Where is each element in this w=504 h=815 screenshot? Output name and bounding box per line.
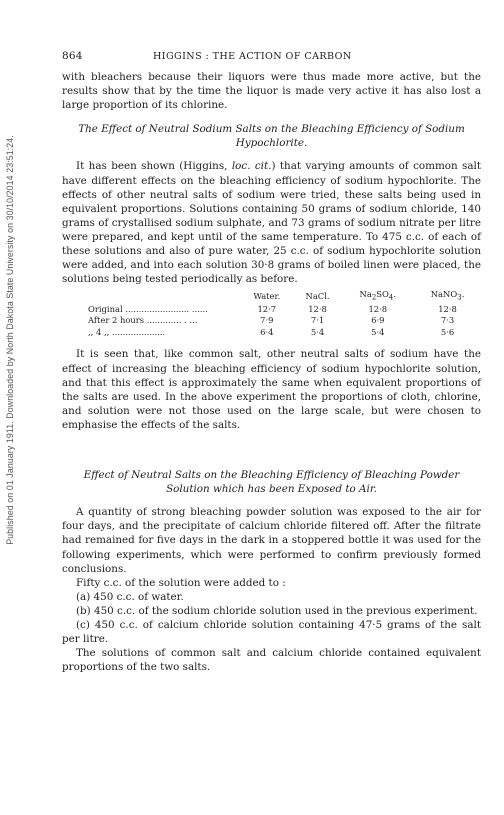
table-header-label bbox=[62, 289, 240, 304]
paragraph-exposed-solution: A quantity of strong bleaching powder solution was exposed to the air for four days, and the precipitate of calcium chloride filtered off. After the filtrate had remained for five days in the dark in a stoppered bottle it was used for the following experiments, which were performed to confirm previously formed conclusions. bbox=[62, 506, 481, 575]
table-cell: 5·4 bbox=[371, 326, 385, 337]
paragraph-equivalent-proportions: The solutions of common salt and calcium chloride contained equivalent proportions of the two salts. bbox=[62, 647, 481, 674]
paragraph-fifty-cc: Fifty c.c. of the solution were added to : bbox=[76, 576, 286, 589]
paragraph-conclusion: It is seen that, like common salt, other neutral salts of sodium have the effect of increasing the bleaching efficiency of sodium hypochlorite solution, and that this effect is approximately the same when equivalent proportions of the salts are used. In the above experiment the proportions of cloth, chlorine, and solution were not those used on the large scale, but were chosen to emphasise the effects of the salts. bbox=[62, 348, 481, 431]
list-item bbox=[62, 604, 481, 618]
list-marker: (b) bbox=[76, 604, 91, 617]
publication-stamp bbox=[2, 80, 18, 600]
table-header-row bbox=[62, 289, 481, 304]
page-body bbox=[62, 50, 481, 674]
column-header: NaCl. bbox=[305, 290, 330, 301]
list-item-text: 450 c.c. of water. bbox=[90, 590, 184, 603]
list-marker: (a) bbox=[76, 590, 91, 603]
table-cell: 12·7 bbox=[257, 303, 277, 314]
paragraph-text-start: It has been shown (Higgins, bbox=[76, 160, 232, 173]
table-cell: 5·4 bbox=[310, 326, 325, 337]
section-heading-sodium-salts: The Effect of Neutral Sodium Salts on the Bleaching Efficiency of Sodium Hypochlorite. bbox=[78, 123, 465, 150]
row-label: After 2 hours ............. . ... bbox=[88, 315, 198, 326]
publication-stamp-text: Published on 01 January 1911. Downloaded by North Dakota State University on 30/10/2014 23:51:24. bbox=[5, 135, 16, 545]
column-header-nano3: NaNO$_3$. bbox=[430, 289, 465, 302]
column-header-na2so4: $Na_2SO_4$. bbox=[359, 289, 397, 302]
row-label: ,, 4 ,, .................... bbox=[88, 326, 166, 337]
list-item-text: 450 c.c. of calcium chloride solution containing 47·5 grams of the salt per litre. bbox=[62, 618, 481, 646]
table-cell: 5·6 bbox=[440, 326, 455, 337]
table-cell: 12·8 bbox=[368, 303, 388, 314]
column-header: Water. bbox=[253, 290, 281, 301]
table-cell: 6·4 bbox=[260, 326, 274, 337]
list-marker: (c) bbox=[76, 618, 90, 631]
table-cell: 7·1 bbox=[310, 315, 325, 326]
running-title: HIGGINS : THE ACTION OF CARBON bbox=[153, 51, 352, 62]
paragraph-text-rest: ) that varying amounts of common salt have different effects on the bleaching efficiency of sodium hypochlorite. The effects of other neutral salts of sodium were tried, these salts being used in equivalent proportions. Solutions containing 50 grams of sodium chloride, 140 grams of crystallised sodium sulphate, and 73 grams of sodium nitrate per litre were prepared, and kept until of the same temperature. To 475 c.c. of each of these solutions and also of pure water, 25 c.c. of sodium hypochlorite solution were added, and into each solution 30·8 grams of boiled linen were placed, the solutions being tested periodically as before. bbox=[62, 160, 481, 286]
table-row bbox=[62, 327, 481, 339]
table-row bbox=[62, 304, 481, 316]
running-header bbox=[62, 50, 481, 62]
section-heading-bleaching-powder: Effect of Neutral Salts on the Bleaching Efficiency of Bleaching Powder Solution which has been Exposed to Air. bbox=[83, 469, 460, 496]
row-label: Original ........................ ...... bbox=[88, 303, 208, 314]
citation: loc. cit. bbox=[231, 160, 272, 173]
table-cell: 6·9 bbox=[371, 315, 385, 326]
table-cell: 12·8 bbox=[438, 303, 457, 314]
table-row bbox=[62, 315, 481, 327]
page-number: 864 bbox=[62, 50, 83, 62]
continuation-paragraph: with bleachers because their liquors were thus made more active, but the results show that by the time the liquor is made very active it has also lost a large proportion of its chlorine. bbox=[62, 71, 481, 112]
table-cell: 7·9 bbox=[260, 315, 274, 326]
table-cell: 7·3 bbox=[440, 315, 455, 326]
list-item bbox=[62, 590, 481, 604]
paragraph-neutral-salts bbox=[62, 159, 481, 286]
list-item bbox=[62, 618, 481, 646]
table-cell: 12·8 bbox=[308, 303, 327, 314]
list-item-text: 450 c.c. of the sodium chloride solution used in the previous experiment. bbox=[90, 604, 478, 617]
bleaching-results-table bbox=[62, 289, 481, 338]
